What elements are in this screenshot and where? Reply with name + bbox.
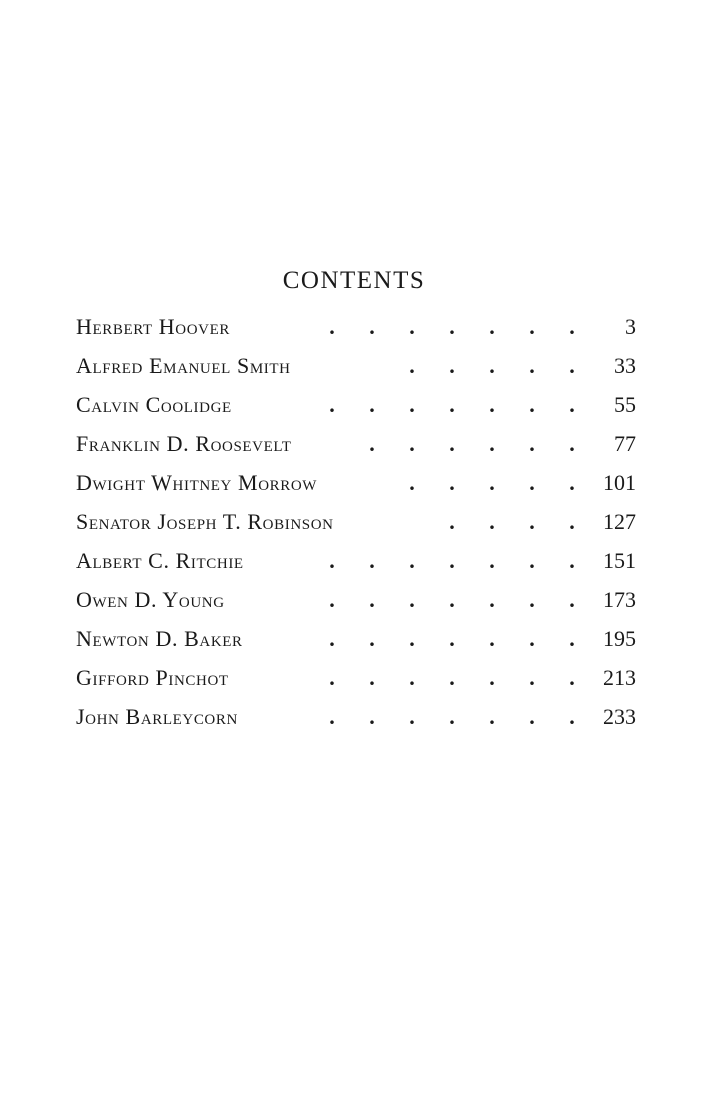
leader-dot: . bbox=[529, 470, 535, 495]
leader-dot: . bbox=[489, 665, 495, 690]
page-number: 55 bbox=[614, 392, 636, 417]
leader-dot: . bbox=[449, 626, 455, 651]
leader-dot: . bbox=[529, 431, 535, 456]
toc-entry bbox=[76, 541, 636, 580]
leader-dot: . bbox=[369, 665, 375, 690]
leader-dot: . bbox=[569, 509, 575, 534]
dot-leader bbox=[312, 580, 592, 619]
leader bbox=[392, 463, 636, 502]
leader bbox=[312, 697, 636, 736]
page-number: 151 bbox=[603, 548, 636, 573]
entry-title: Dwight Whitney Morrow bbox=[76, 470, 318, 495]
leader-dot: . bbox=[329, 392, 335, 417]
leader-dot: . bbox=[329, 665, 335, 690]
dot-leader bbox=[312, 307, 592, 346]
leader-dot: . bbox=[409, 665, 415, 690]
dot-leader bbox=[312, 541, 592, 580]
leader-dot: . bbox=[329, 587, 335, 612]
dot-leader bbox=[312, 619, 592, 658]
page-number: 213 bbox=[603, 665, 636, 690]
leader-dot: . bbox=[409, 626, 415, 651]
leader bbox=[312, 580, 636, 619]
entry-title: Alfred Emanuel Smith bbox=[76, 353, 291, 378]
leader-dot: . bbox=[409, 431, 415, 456]
dot-leader bbox=[352, 424, 592, 463]
leader-dot: . bbox=[449, 704, 455, 729]
toc-entry bbox=[76, 619, 636, 658]
leader-dot: . bbox=[329, 314, 335, 339]
toc-entry bbox=[76, 307, 636, 346]
entry-title: Gifford Pinchot bbox=[76, 665, 229, 690]
leader-dot: . bbox=[489, 431, 495, 456]
toc-entry bbox=[76, 424, 636, 463]
leader-dot: . bbox=[369, 587, 375, 612]
leader-dot: . bbox=[449, 353, 455, 378]
leader-dot: . bbox=[569, 587, 575, 612]
page-number: 195 bbox=[603, 626, 636, 651]
leader bbox=[352, 424, 636, 463]
leader-dot: . bbox=[369, 548, 375, 573]
leader-dot: . bbox=[489, 509, 495, 534]
page-number: 77 bbox=[614, 431, 636, 456]
page-number: 127 bbox=[603, 509, 636, 534]
entry-title: Newton D. Baker bbox=[76, 626, 243, 651]
leader-dot: . bbox=[329, 626, 335, 651]
page-number: 173 bbox=[603, 587, 636, 612]
leader-dot: . bbox=[529, 392, 535, 417]
leader-dot: . bbox=[529, 665, 535, 690]
leader-dot: . bbox=[369, 392, 375, 417]
leader bbox=[312, 541, 636, 580]
entry-title: Senator Joseph T. Robinson bbox=[76, 509, 334, 534]
toc-entry bbox=[76, 463, 636, 502]
leader-dot: . bbox=[569, 431, 575, 456]
dot-leader bbox=[432, 502, 592, 541]
leader-dot: . bbox=[489, 587, 495, 612]
leader-dot: . bbox=[409, 548, 415, 573]
leader bbox=[432, 502, 636, 541]
leader-dot: . bbox=[529, 548, 535, 573]
leader-dot: . bbox=[449, 665, 455, 690]
leader-dot: . bbox=[569, 470, 575, 495]
leader-dot: . bbox=[409, 587, 415, 612]
leader-dot: . bbox=[529, 626, 535, 651]
leader-dot: . bbox=[569, 665, 575, 690]
entry-title: Franklin D. Roosevelt bbox=[76, 431, 292, 456]
toc-entry bbox=[76, 346, 636, 385]
leader-dot: . bbox=[529, 704, 535, 729]
leader-dot: . bbox=[489, 314, 495, 339]
leader-dot: . bbox=[569, 626, 575, 651]
leader-dot: . bbox=[409, 704, 415, 729]
contents-title: CONTENTS bbox=[282, 266, 426, 294]
leader-dot: . bbox=[529, 509, 535, 534]
leader bbox=[312, 385, 636, 424]
leader-dot: . bbox=[449, 470, 455, 495]
leader-dot: . bbox=[489, 392, 495, 417]
page-number: 3 bbox=[625, 314, 636, 339]
leader-dot: . bbox=[409, 392, 415, 417]
leader-dot: . bbox=[529, 587, 535, 612]
leader-dot: . bbox=[569, 392, 575, 417]
leader bbox=[312, 307, 636, 346]
leader-dot: . bbox=[369, 626, 375, 651]
leader-dot: . bbox=[409, 314, 415, 339]
toc-entry bbox=[76, 580, 636, 619]
leader-dot: . bbox=[369, 704, 375, 729]
leader-dot: . bbox=[449, 548, 455, 573]
leader-dot: . bbox=[489, 704, 495, 729]
leader-dot: . bbox=[449, 392, 455, 417]
leader-dot: . bbox=[489, 470, 495, 495]
dot-leader bbox=[312, 658, 592, 697]
leader bbox=[312, 619, 636, 658]
entry-title: Owen D. Young bbox=[76, 587, 225, 612]
leader-dot: . bbox=[569, 704, 575, 729]
entry-title: Herbert Hoover bbox=[76, 314, 230, 339]
leader-dot: . bbox=[449, 431, 455, 456]
leader-dot: . bbox=[449, 587, 455, 612]
leader-dot: . bbox=[329, 548, 335, 573]
entry-title: Albert C. Ritchie bbox=[76, 548, 244, 573]
leader-dot: . bbox=[409, 470, 415, 495]
leader-dot: . bbox=[489, 626, 495, 651]
leader-dot: . bbox=[449, 509, 455, 534]
page-number: 233 bbox=[603, 704, 636, 729]
leader-dot: . bbox=[449, 314, 455, 339]
leader-dot: . bbox=[569, 548, 575, 573]
toc-entry bbox=[76, 502, 636, 541]
leader-dot: . bbox=[489, 353, 495, 378]
leader-dot: . bbox=[369, 431, 375, 456]
leader-dot: . bbox=[409, 353, 415, 378]
dot-leader bbox=[392, 346, 592, 385]
leader-dot: . bbox=[369, 314, 375, 339]
page-number: 101 bbox=[603, 470, 636, 495]
dot-leader bbox=[312, 697, 592, 736]
leader-dot: . bbox=[529, 353, 535, 378]
table-of-contents bbox=[76, 307, 636, 736]
dot-leader bbox=[392, 463, 592, 502]
leader-dot: . bbox=[329, 704, 335, 729]
leader bbox=[312, 658, 636, 697]
entry-title: Calvin Coolidge bbox=[76, 392, 232, 417]
leader-dot: . bbox=[489, 548, 495, 573]
page-number: 33 bbox=[614, 353, 636, 378]
toc-entry bbox=[76, 385, 636, 424]
leader bbox=[392, 346, 636, 385]
entry-title: John Barleycorn bbox=[76, 704, 238, 729]
leader-dot: . bbox=[529, 314, 535, 339]
leader-dot: . bbox=[569, 314, 575, 339]
toc-entry bbox=[76, 697, 636, 736]
leader-dot: . bbox=[569, 353, 575, 378]
dot-leader bbox=[312, 385, 592, 424]
toc-entry bbox=[76, 658, 636, 697]
